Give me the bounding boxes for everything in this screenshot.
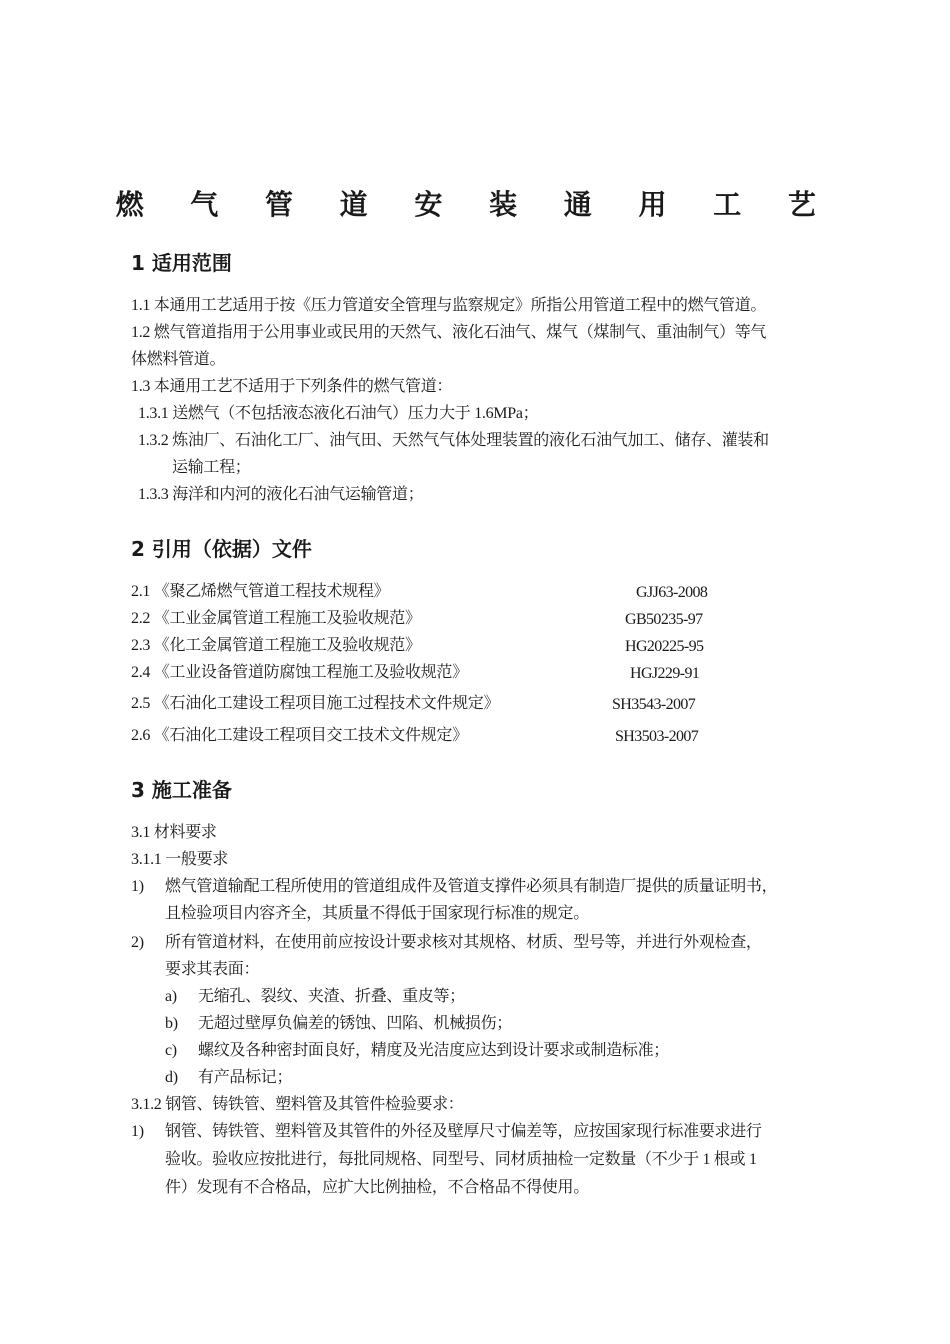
section-3-heading: 3 施工准备 (131, 778, 232, 802)
para-3-1: 3.1 材料要求 (131, 824, 217, 841)
list-item-text-line2: 要求其表面： (165, 961, 260, 978)
list-item-text-line1: 燃气管道输配工程所使用的管道组成件及管道支撑件必须具有制造厂提供的质量证明书， (165, 878, 778, 895)
section-1-heading: 1 适用范围 (131, 251, 232, 275)
reference-code: SH3543-2007 (612, 696, 696, 713)
sub-item-letter: a) (165, 988, 177, 1005)
reference-code: SH3503-2007 (615, 728, 699, 745)
document-title: 燃 气 管 道 安 装 通 用 工 艺 (115, 188, 835, 221)
reference-code: GJJ63-2008 (636, 584, 708, 601)
sub-item-letter: c) (165, 1042, 177, 1059)
list-item-number: 2) (131, 934, 144, 951)
sub-item-letter: b) (165, 1015, 178, 1032)
reference-title: 2.6 《石油化工建设工程项目交工技术文件规定》 (131, 727, 468, 744)
sub-item-text: 螺纹及各种密封面良好，精度及光洁度应达到设计要求或制造标准； (198, 1042, 670, 1059)
reference-code: GB50235-97 (625, 611, 703, 628)
reference-title: 2.5 《石油化工建设工程项目施工过程技术文件规定》 (131, 695, 500, 712)
reference-title: 2.3 《化工金属管道工程施工及验收规范》 (131, 637, 421, 654)
para-1-3-2-line1: 1.3.2 炼油厂、石油化工厂、油气田、天然气气体处理装置的液化石油气加工、储存、灌装和 (138, 432, 769, 449)
list-item-text-line2: 验收。验收应按批进行，每批同规格、同型号、同材质抽检一定数量（不少于 1 根或 1 (165, 1151, 757, 1168)
para-1-3: 1.3 本通用工艺不适用于下列条件的燃气管道： (131, 378, 453, 395)
reference-code: HG20225-95 (625, 638, 704, 655)
reference-title: 2.4 《工业设备管道防腐蚀工程施工及验收规范》 (131, 664, 468, 681)
para-1-3-2-line2: 运输工程； (172, 459, 251, 476)
list-item-text-line3: 件）发现有不合格品，应扩大比例抽检，不合格品不得使用。 (165, 1179, 589, 1196)
list-item-number: 1) (131, 878, 144, 895)
para-3-1-1: 3.1.1 一般要求 (131, 851, 229, 868)
para-1-3-1: 1.3.1 送燃气（不包括液态液化石油气）压力大于 1.6MPa； (138, 405, 539, 422)
sub-item-text: 无超过壁厚负偏差的锈蚀、凹陷、机械损伤； (198, 1015, 513, 1032)
list-item-text-line1: 所有管道材料，在使用前应按设计要求核对其规格、材质、型号等，并进行外观检查， (165, 934, 762, 951)
list-item-number: 1) (131, 1123, 144, 1140)
sub-item-text: 无缩孔、裂纹、夹渣、折叠、重皮等； (198, 988, 465, 1005)
para-1-1: 1.1 本通用工艺适用于按《压力管道安全管理与监察规定》所指公用管道工程中的燃气管道。 (131, 297, 767, 314)
para-1-2-line1: 1.2 燃气管道指用于公用事业或民用的天然气、液化石油气、煤气（煤制气、重油制气）等气 (131, 324, 767, 341)
list-item-text-line2: 且检验项目内容齐全，其质量不得低于国家现行标准的规定。 (165, 905, 589, 922)
para-3-1-2: 3.1.2 钢管、铸铁管、塑料管及其管件检验要求： (131, 1096, 464, 1113)
para-1-3-3: 1.3.3 海洋和内河的液化石油气运输管道； (138, 486, 424, 503)
sub-item-text: 有产品标记； (198, 1069, 293, 1086)
section-2-heading: 2 引用（依据）文件 (131, 537, 312, 561)
list-item-text-line1: 钢管、铸铁管、塑料管及其管件的外径及壁厚尺寸偏差等，应按国家现行标准要求进行 (165, 1123, 762, 1140)
para-1-2-line2: 体燃料管道。 (131, 351, 226, 368)
reference-title: 2.2 《工业金属管道工程施工及验收规范》 (131, 610, 421, 627)
reference-title: 2.1 《聚乙烯燃气管道工程技术规程》 (131, 583, 390, 600)
sub-item-letter: d) (165, 1069, 178, 1086)
reference-code: HGJ229-91 (630, 665, 700, 682)
